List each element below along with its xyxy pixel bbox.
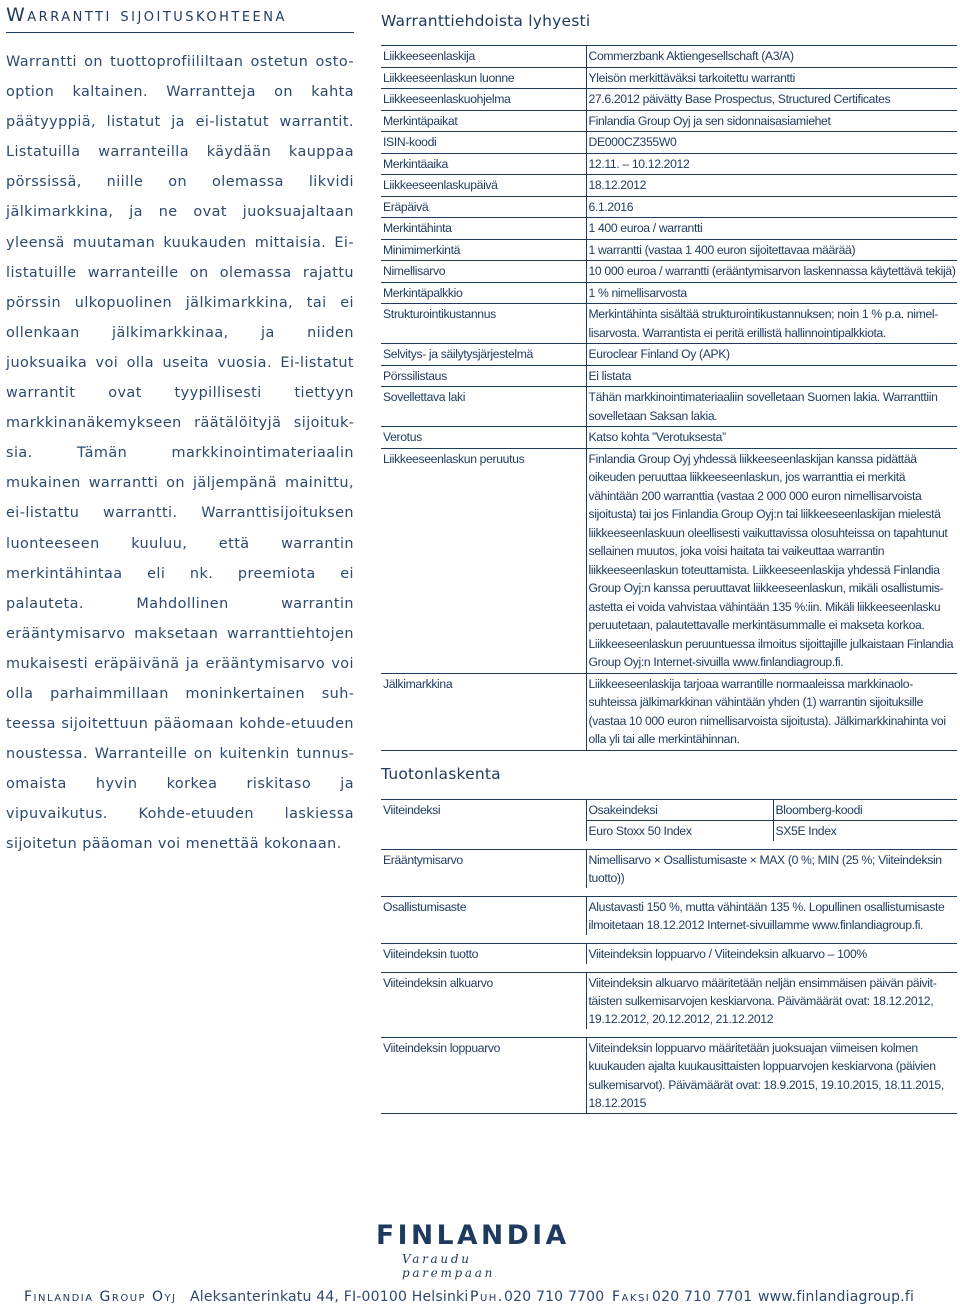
summary-key: Merkintäaika bbox=[383, 156, 448, 171]
yield-value: Alustavasti 150 %, mutta vähintään 135 %. Lopullinen osallistumisaste ilmoitetaan 18.12.2012 Internet-sivuillamme www.finlandiagroup.fi. bbox=[586, 896, 957, 935]
summary-value: Tähän markkinointimateriaaliin sovelletaan Suomen lakia. Warranttiin sovelletaan Saksan lakia. bbox=[586, 387, 957, 427]
summary-row bbox=[381, 46, 957, 68]
summary-row bbox=[381, 673, 957, 750]
yield-title: Tuotonlaskenta bbox=[381, 764, 501, 783]
summary-key: Liikkeeseenlaskun luonne bbox=[383, 70, 515, 85]
summary-table bbox=[381, 45, 957, 751]
summary-value: 18.12.2012 bbox=[586, 175, 957, 197]
summary-row bbox=[381, 110, 957, 132]
summary-key: Pörssilistaus bbox=[383, 368, 447, 383]
summary-value: Yleisön merkittäväksi tarkoitettu warrantti bbox=[586, 67, 957, 89]
footer-phone: 020 710 7700 bbox=[504, 1289, 605, 1305]
summary-value: Finlandia Group Oyj yhdessä liikkeeseenlaskijan kanssa pidättää oikeuden peruuttaa liikkeeseenlaskun, jos warranttia ei merkitä vähintään 200 warranttia (vastaa 2 000 000 euron nimellisarvoista sijoitusta) tai jos Finlandia Group Oyj:n tai liikkeeseenlaskijan mielestä liikkeeseenlaskuun oleellisesti vaikuttavissa olosuhteissa on tapahtunut sellainen muutos, joka voisi haitata tai vaikeuttaa warrantin liikkeeseenlaskun toteuttamista. Liikkeeseenlaskija yhdessä Finlandia Group Oyj:n kanssa peruuttavat liikkeeseenlaskun, mikäli osallistumisastetta ei voida vahvistaa vähintään 135 %:iin. Mikäli liikkeeseenlasku peruutetaan, palautettavalle merkintäsummalle ei makseta korkoa. Liikkeeseenlaskun peruuntuessa ilmoitus sijoittajille julkaistaan Finlandia Group Oyj:n Internet-sivuilla www.finlandiagroup.fi. bbox=[586, 448, 957, 673]
yield-row bbox=[381, 849, 957, 888]
footer-fax: 020 710 7701 bbox=[652, 1289, 753, 1305]
summary-row bbox=[381, 67, 957, 89]
summary-value: Katso kohta ”Verotuksesta” bbox=[586, 427, 957, 449]
index-col2-header: Bloomberg-koodi bbox=[773, 799, 957, 820]
summary-row bbox=[381, 304, 957, 344]
summary-value: 1 400 euroa / warrantti bbox=[586, 218, 957, 240]
summary-value: 1 warrantti (vastaa 1 400 euron sijoitettavaa määrää) bbox=[586, 239, 957, 261]
summary-value: Commerzbank Aktiengesellschaft (A3/A) bbox=[586, 46, 957, 68]
footer-phone-label: Puh. bbox=[470, 1289, 504, 1305]
summary-row bbox=[381, 89, 957, 111]
index-col1-header: Osakeindeksi bbox=[586, 799, 773, 820]
yield-value: Viiteindeksin alkuarvo määritetään neljän ensimmäisen päivän päivittäisten sulkemisarvojen keskiarvona. Päivämäärät ovat: 18.12.2012, 19.12.2012, 20.12.2012, 21.12.2012 bbox=[586, 972, 957, 1029]
summary-value: Finlandia Group Oyj ja sen sidonnaisasiamiehet bbox=[586, 110, 957, 132]
summary-key: Liikkeeseenlaskuohjelma bbox=[383, 92, 511, 106]
yield-row bbox=[381, 943, 957, 964]
index-col1-value: Euro Stoxx 50 Index bbox=[586, 820, 773, 841]
yield-key: Osallistumisaste bbox=[383, 899, 467, 914]
summary-row bbox=[381, 196, 957, 218]
summary-row bbox=[381, 427, 957, 449]
summary-key: Liikkeeseenlaskupäivä bbox=[383, 178, 498, 192]
yield-row-index bbox=[381, 799, 957, 820]
yield-row bbox=[381, 896, 957, 935]
footer-fax-label: Faksi bbox=[612, 1289, 651, 1305]
summary-row bbox=[381, 282, 957, 304]
summary-key: Merkintäpaikat bbox=[383, 113, 458, 128]
finlandia-logo bbox=[376, 1220, 570, 1280]
summary-value: 6.1.2016 bbox=[586, 196, 957, 218]
summary-row bbox=[381, 365, 957, 387]
yield-key: Erääntymisarvo bbox=[383, 852, 463, 867]
footer-address: Aleksanterinkatu 44, FI-00100 Helsinki bbox=[190, 1289, 469, 1305]
summary-key: Strukturointikustannus bbox=[383, 307, 496, 321]
right-column bbox=[381, 12, 957, 1114]
yield-row bbox=[381, 972, 957, 1029]
summary-row bbox=[381, 387, 957, 427]
logo-wordmark: FINLANDIA bbox=[376, 1220, 570, 1251]
summary-row bbox=[381, 153, 957, 175]
summary-value: Liikkeeseenlaskija tarjoaa warrantille normaaleissa markkinaolosuhteissa jälkimarkkinan vähintään yhden (1) warrantin sijoituksille (vastaa 10 000 euron nimellisarvoista sijoitusta). Jälkimarkkinahinta voi olla yli tai alle merkintähinnan. bbox=[586, 673, 957, 750]
summary-title: Warranttiehdoista lyhyesti bbox=[381, 12, 591, 30]
yield-key: Viiteindeksin alkuarvo bbox=[383, 975, 493, 990]
index-col2-value: SX5E Index bbox=[773, 820, 957, 841]
intro-paragraph: Warrantti on tuottoprofiililtaan ostetun osto-option kaltainen. Warrantteja on kahta päätyyppiä, listatut ja ei-listatut warrantit. Listatuilla warranteilla käydään kauppaa pörssissä, niille on olemassa likvidi jälkimarkkina, ja ne ovat juoksuajaltaan yleensä muutaman kuukauden mittaisia. Ei-listatuille warranteille on olemassa rajattu pörssin ulkopuolinen jälkimarkkina, tai ei ollenkaan jälkimarkkinaa, ja niiden juoksuaika voi olla useita vuosia. Ei-listatut warrantit ovat tyypillisesti tiettyyn markkinanäkemykseen räätälöityjä sijoituksia. Tämän markkinointimateriaalin mukainen warrantti on jäljempänä mainittu, ei-listattu warrantti. Warranttisijoituksen luonteeseen kuuluu, että warrantin merkintähintaa eli nk. preemiota ei palauteta. Mahdollinen warrantin erääntymisarvo maksetaan warranttiehtojen mukaisesti eräpäivänä ja erääntymisarvo voi olla parhaimmillaan moninkertainen suhteessa sijoitettuun pääomaan kohde-etuuden noustessa. Warranteille on kuitenkin tunnusomaista hyvin korkea riskitaso ja vipuvaikutus. Kohde-etuuden laskiessa sijoitetun pääoman voi menettää kokonaan. bbox=[6, 54, 354, 853]
yield-value: Viiteindeksin loppuarvo määritetään juoksuajan viimeisen kolmen kuukauden ajalta kuukausittaisten loppuarvojen keskiarvona (päivien sulkemisarvot). Päivämäärät ovat: 18.9.2015, 19.10.2015, 18.11.2015, 18.12.2015 bbox=[586, 1037, 957, 1113]
yield-key: Viiteindeksin tuotto bbox=[383, 946, 479, 961]
section-title: Warrantti sijoituskohteena bbox=[6, 4, 354, 33]
footer-company: Finlandia Group Oyj bbox=[24, 1289, 177, 1305]
summary-value: 27.6.2012 päivätty Base Prospectus, Structured Certificates bbox=[586, 89, 957, 111]
summary-key: Liikkeeseenlaskun peruutus bbox=[383, 451, 525, 466]
footer-website-link[interactable]: www.finlandiagroup.fi bbox=[758, 1289, 915, 1305]
summary-row bbox=[381, 218, 957, 240]
summary-key: Eräpäivä bbox=[383, 199, 429, 214]
summary-key: Nimellisarvo bbox=[383, 264, 446, 278]
summary-row bbox=[381, 175, 957, 197]
yield-value: Viiteindeksin loppuarvo / Viiteindeksin alkuarvo – 100% bbox=[586, 943, 957, 964]
summary-row bbox=[381, 261, 957, 283]
summary-value: 12.11. – 10.12.2012 bbox=[586, 153, 957, 175]
summary-key: Sovellettava laki bbox=[383, 390, 466, 404]
yield-row bbox=[381, 1037, 957, 1113]
yield-table bbox=[381, 799, 957, 1115]
yield-key: Viiteindeksi bbox=[383, 802, 441, 817]
summary-value: 1 % nimellisarvosta bbox=[586, 282, 957, 304]
summary-row bbox=[381, 448, 957, 673]
summary-value: Ei listata bbox=[586, 365, 957, 387]
yield-value: Nimellisarvo × Osallistumisaste × MAX (0 %; MIN (25 %; Viiteindeksin tuotto)) bbox=[586, 849, 957, 888]
summary-key: Merkintähinta bbox=[383, 221, 452, 235]
yield-key: Viiteindeksin loppuarvo bbox=[383, 1040, 501, 1055]
yield-row-index-values bbox=[381, 820, 957, 841]
summary-key: Minimimerkintä bbox=[383, 242, 461, 257]
summary-value: DE000CZ355W0 bbox=[586, 132, 957, 154]
summary-value: Merkintähinta sisältää strukturointikustannuksen; noin 1 % p.a. nimellisarvosta. Warrantista ei peritä erillistä hallinnointipalkkiota. bbox=[586, 304, 957, 344]
summary-row bbox=[381, 132, 957, 154]
summary-value: Euroclear Finland Oy (APK) bbox=[586, 344, 957, 366]
summary-key: ISIN-koodi bbox=[383, 135, 437, 149]
summary-key: Jälkimarkkina bbox=[383, 676, 453, 691]
summary-row bbox=[381, 239, 957, 261]
footer bbox=[24, 1289, 944, 1309]
left-column bbox=[6, 4, 354, 860]
summary-key: Merkintäpalkkio bbox=[383, 285, 463, 300]
summary-key: Verotus bbox=[383, 430, 422, 444]
summary-row bbox=[381, 344, 957, 366]
summary-key: Selvitys- ja säilytysjärjestelmä bbox=[383, 347, 533, 361]
summary-value: 10 000 euroa / warrantti (erääntymisarvon laskennassa käytettävä tekijä) bbox=[586, 261, 957, 283]
summary-key: Liikkeeseenlaskija bbox=[383, 49, 475, 63]
logo-tagline: Varaudu parempaan bbox=[402, 1252, 496, 1280]
